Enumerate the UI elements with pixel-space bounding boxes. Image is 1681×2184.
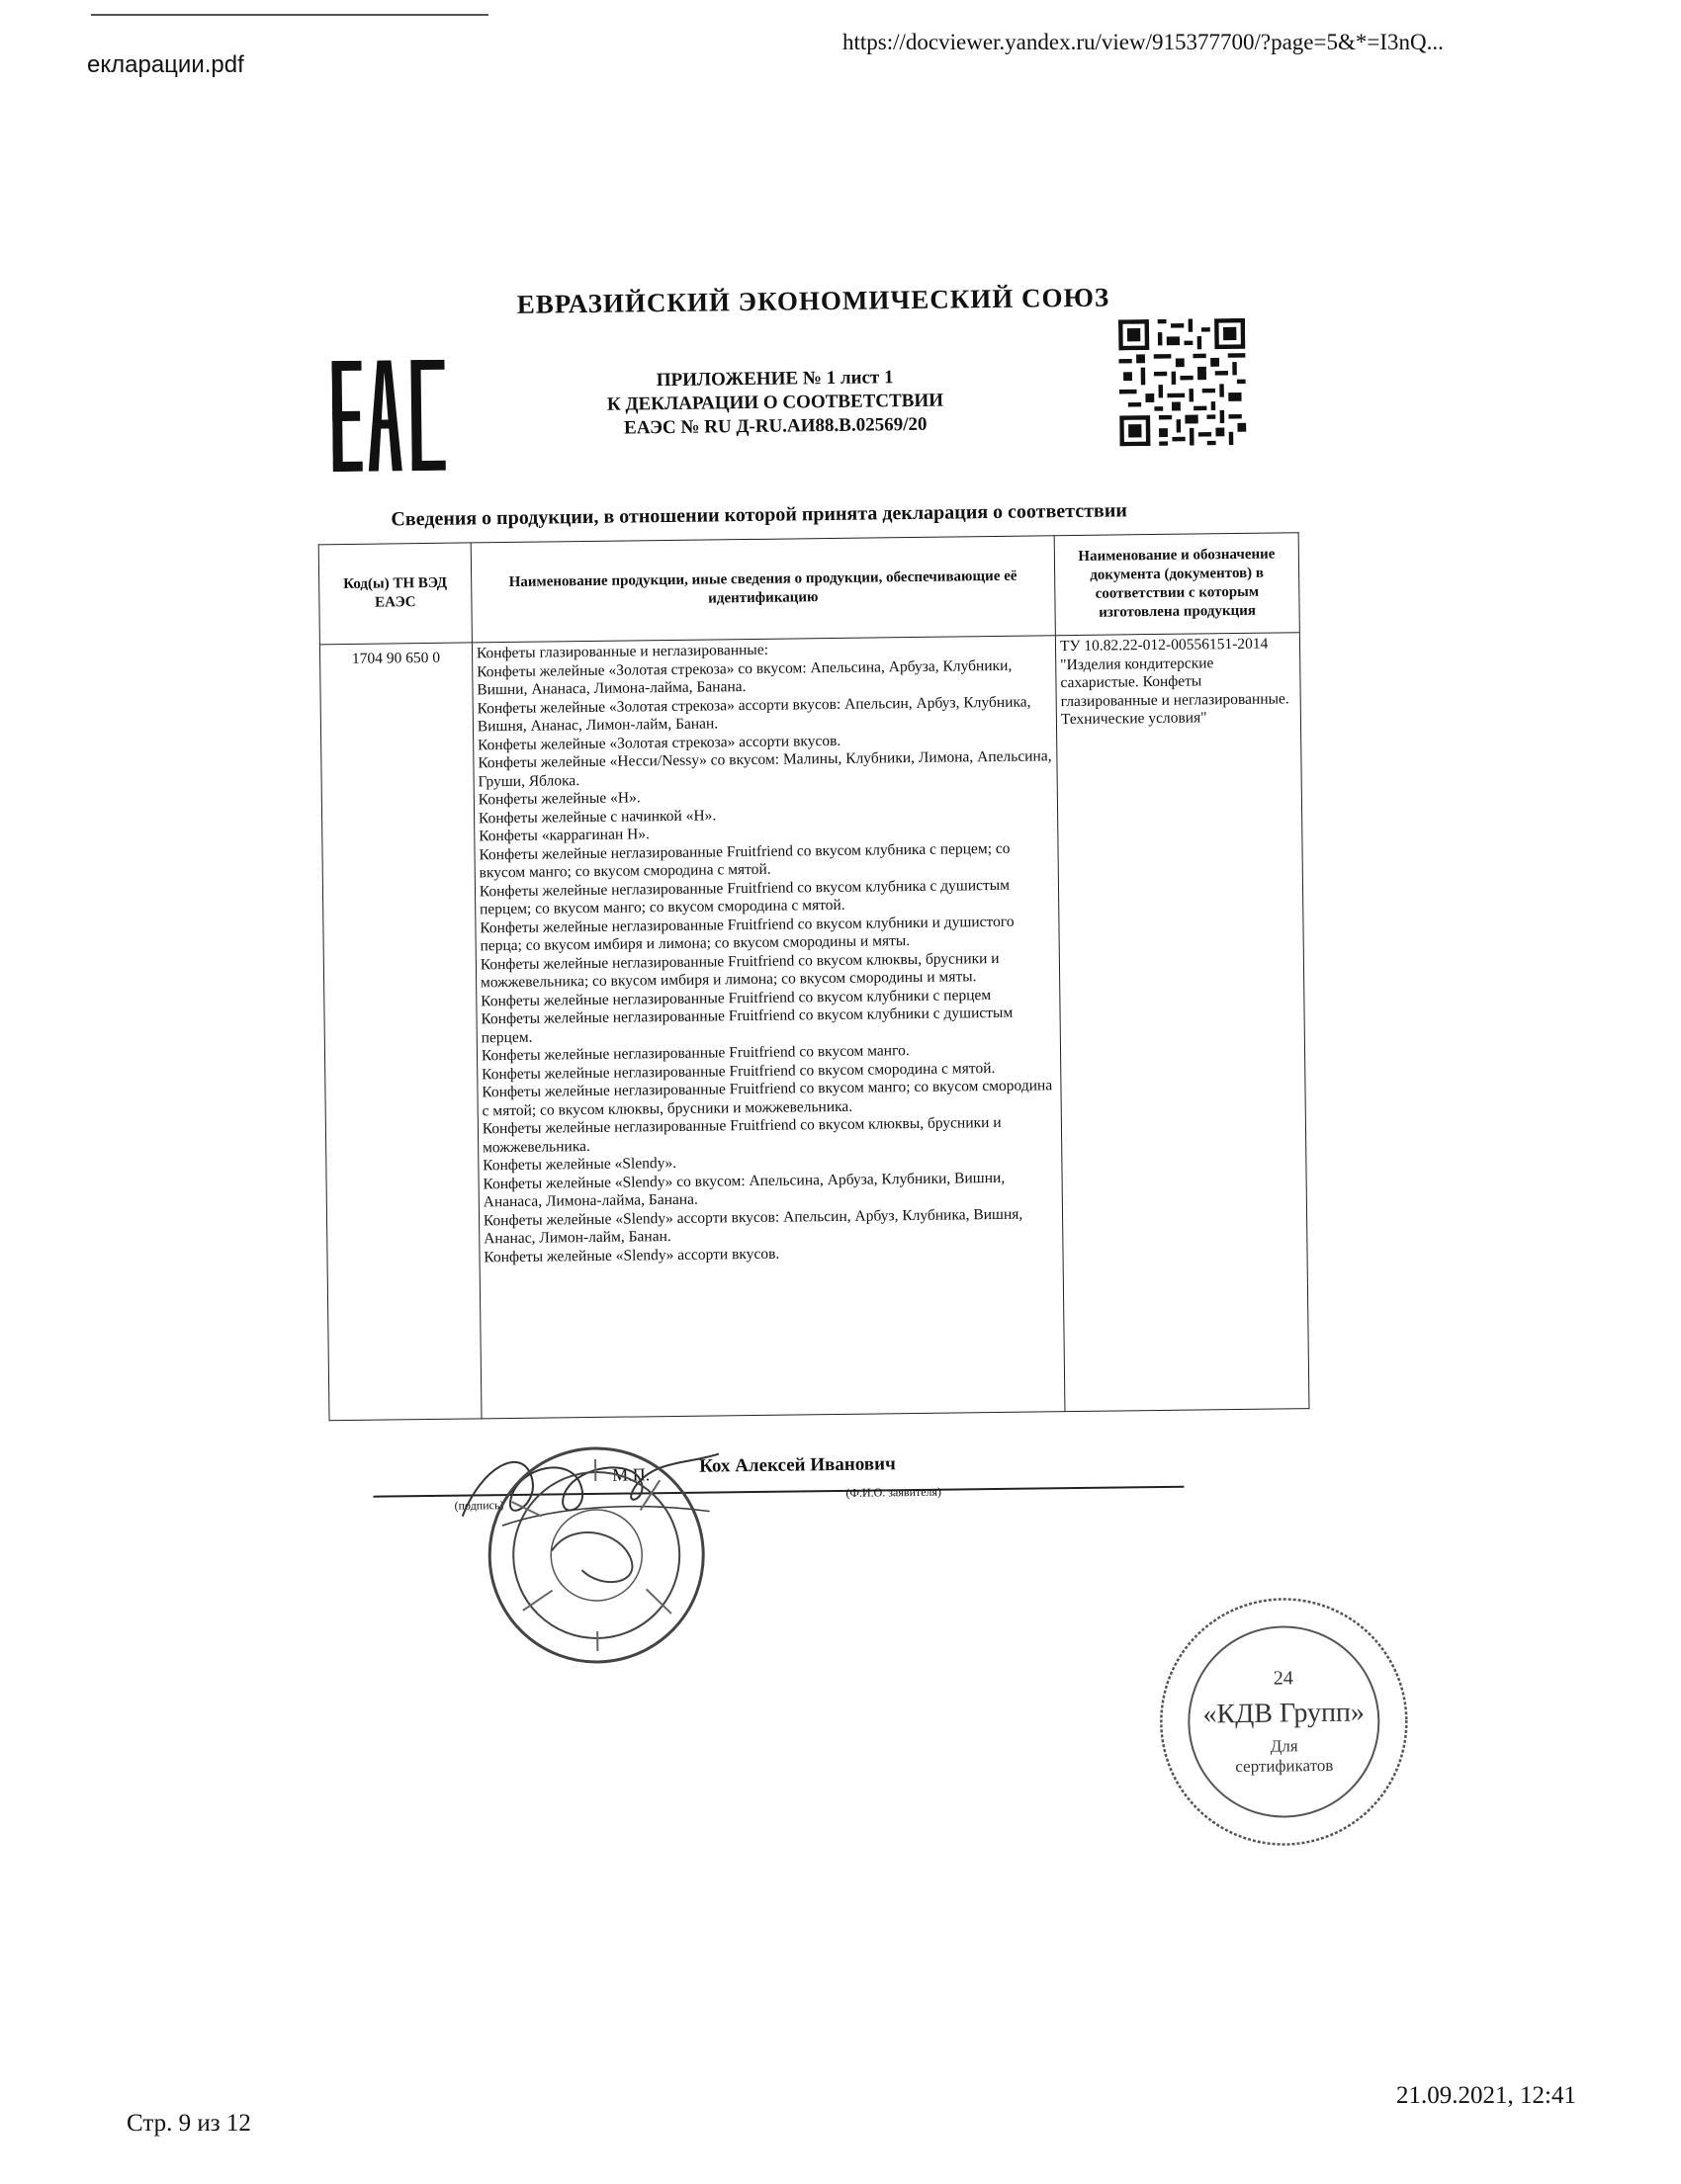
standard-document: [1055, 633, 1309, 1412]
product-line: Конфеты желейные неглазированные Fruitfriend со вкусом манго.: [482, 1040, 1056, 1066]
page-url[interactable]: https://docviewer.yandex.ru/view/915377700/?page=5&*=I3nQ...: [842, 30, 1444, 55]
product-line: Конфеты желейные неглазированные Fruitfriend со вкусом манго; со вкусом смородина с мятой; со вкусом клюквы, брусники и можжевельника.: [482, 1077, 1057, 1120]
company-stamp-right: [1154, 1592, 1414, 1852]
page-counter: Стр. 9 из 12: [127, 2110, 251, 2138]
tnved-code: 1704 90 650 0: [319, 643, 481, 1421]
product-line: Конфеты желейные неглазированные Fruitfriend со вкусом клубники с душистым перцем.: [481, 1004, 1056, 1047]
header-product-name: Наименование продукции, иные сведения о продукции, обеспечивающие её идентификацию: [471, 536, 1055, 643]
product-line: Конфеты желейные «Slendy» со вкусом: Апельсина, Арбуза, Клубники, Вишни, Ананаса, Лимона-лайма, Банана.: [483, 1169, 1058, 1212]
product-line: Конфеты желейные неглазированные Fruitfriend со вкусом клюквы, брусники и можжевельника; со вкусом имбиря и лимона; со вкусом смородины и мяты.: [481, 949, 1056, 993]
product-list: [472, 636, 1065, 1419]
product-line: Конфеты «каррагинан Н».: [479, 821, 1053, 846]
header-standard-document: Наименование и обозначение документа (документов) в соответствии с которым изготовлена продукция: [1054, 533, 1299, 636]
product-line: Конфеты желейные «Slendy».: [483, 1150, 1057, 1176]
product-line: Конфеты желейные «Золотая стрекоза» ассорти вкусов: Апельсин, Арбуз, Клубника, Вишня, Ананас, Лимон-лайм, Банан.: [477, 693, 1052, 737]
table-header-row: [318, 533, 1299, 645]
appendix-line-3: ЕАЭС № RU Д-RU.АИ88.В.02569/20: [548, 412, 1003, 442]
product-line: Конфеты желейные «Slendy» ассорти вкусов: Апельсин, Арбуз, Клубника, Вишня, Ананас, Лимон-лайм, Банан.: [484, 1205, 1059, 1249]
table-row: [319, 633, 1309, 1421]
eac-logo: [331, 360, 449, 472]
product-line: Конфеты желейные «Несси/Nessy» со вкусом: Малины, Клубники, Лимона, Апельсина, Груши, Яблока.: [478, 747, 1053, 791]
union-title: ЕВРАЗИЙСКИЙ ЭКОНОМИЧЕСКИЙ СОЮЗ: [517, 283, 1110, 320]
product-line: Конфеты желейные неглазированные Fruitfriend со вкусом клубника с перцем; со вкусом манго; со вкусом смородина с мятой.: [479, 839, 1054, 883]
signature-caption: (подпись): [454, 1498, 503, 1514]
appendix-line-1: ПРИЛОЖЕНИЕ № 1 лист 1: [548, 365, 1003, 394]
product-table: [318, 532, 1310, 1421]
product-line: Конфеты желейные «Slendy» ассорти вкусов.: [484, 1242, 1058, 1267]
appendix-line-2: К ДЕКЛАРАЦИИ О СООТВЕТСТВИИ: [548, 389, 1003, 418]
seal-place-label: М.П.: [612, 1464, 650, 1485]
signer-name: Кох Алексей Иванович: [699, 1453, 896, 1477]
appendix-heading: [548, 365, 1004, 442]
stamp-company: «КДВ Групп»: [1202, 1697, 1365, 1729]
print-datetime: 21.09.2021, 12:41: [1396, 2082, 1576, 2110]
stamp-purpose-2: сертификатов: [1235, 1756, 1333, 1776]
product-line: Конфеты желейные с начинкой «Н».: [479, 803, 1053, 829]
product-line: Конфеты желейные неглазированные Fruitfriend со вкусом клубники и душистого перца; со вкусом имбиря и лимона; со вкусом смородины и мяты.: [480, 913, 1055, 956]
product-line: Конфеты желейные «Н».: [479, 784, 1053, 810]
stamp-number: 24: [1274, 1667, 1293, 1689]
header-tnved-code: Код(ы) ТН ВЭД ЕАЭС: [318, 543, 472, 645]
signer-caption: (Ф.И.О. заявителя): [845, 1485, 941, 1501]
product-line: Конфеты желейные «Золотая стрекоза» ассорти вкусов.: [478, 730, 1052, 755]
product-line: Конфеты желейные неглазированные Fruitfriend со вкусом клюквы, брусники и можжевельника.: [483, 1113, 1058, 1157]
qr-code-icon: [1118, 318, 1247, 447]
standard-title: "Изделия кондитерские сахаристые. Конфеты глазированные и неглазированные. Технические условия": [1060, 654, 1296, 730]
stamp-purpose-1: Для: [1271, 1736, 1298, 1755]
standard-code: ТУ 10.82.22-012-00556151-2014: [1060, 635, 1295, 655]
product-line: Конфеты желейные неглазированные Fruitfriend со вкусом смородина с мятой.: [482, 1059, 1056, 1085]
table-caption: Сведения о продукции, в отношении которой принята декларация о соответствии: [391, 499, 1127, 531]
file-title: екларации.pdf: [87, 51, 244, 79]
product-line: Конфеты желейные неглазированные Fruitfriend со вкусом клубника с душистым перцем; со вкусом манго; со вкусом смородина с мятой.: [480, 876, 1055, 919]
product-line: Конфеты глазированные и неглазированные:: [477, 638, 1051, 663]
product-line: Конфеты желейные неглазированные Fruitfriend со вкусом клубники с перцем: [481, 986, 1055, 1011]
product-line: Конфеты желейные «Золотая стрекоза» со вкусом: Апельсина, Арбуза, Клубники, Вишни, Ананаса, Лимона-лайма, Банана.: [477, 656, 1052, 700]
company-seal-left: [482, 1441, 712, 1671]
